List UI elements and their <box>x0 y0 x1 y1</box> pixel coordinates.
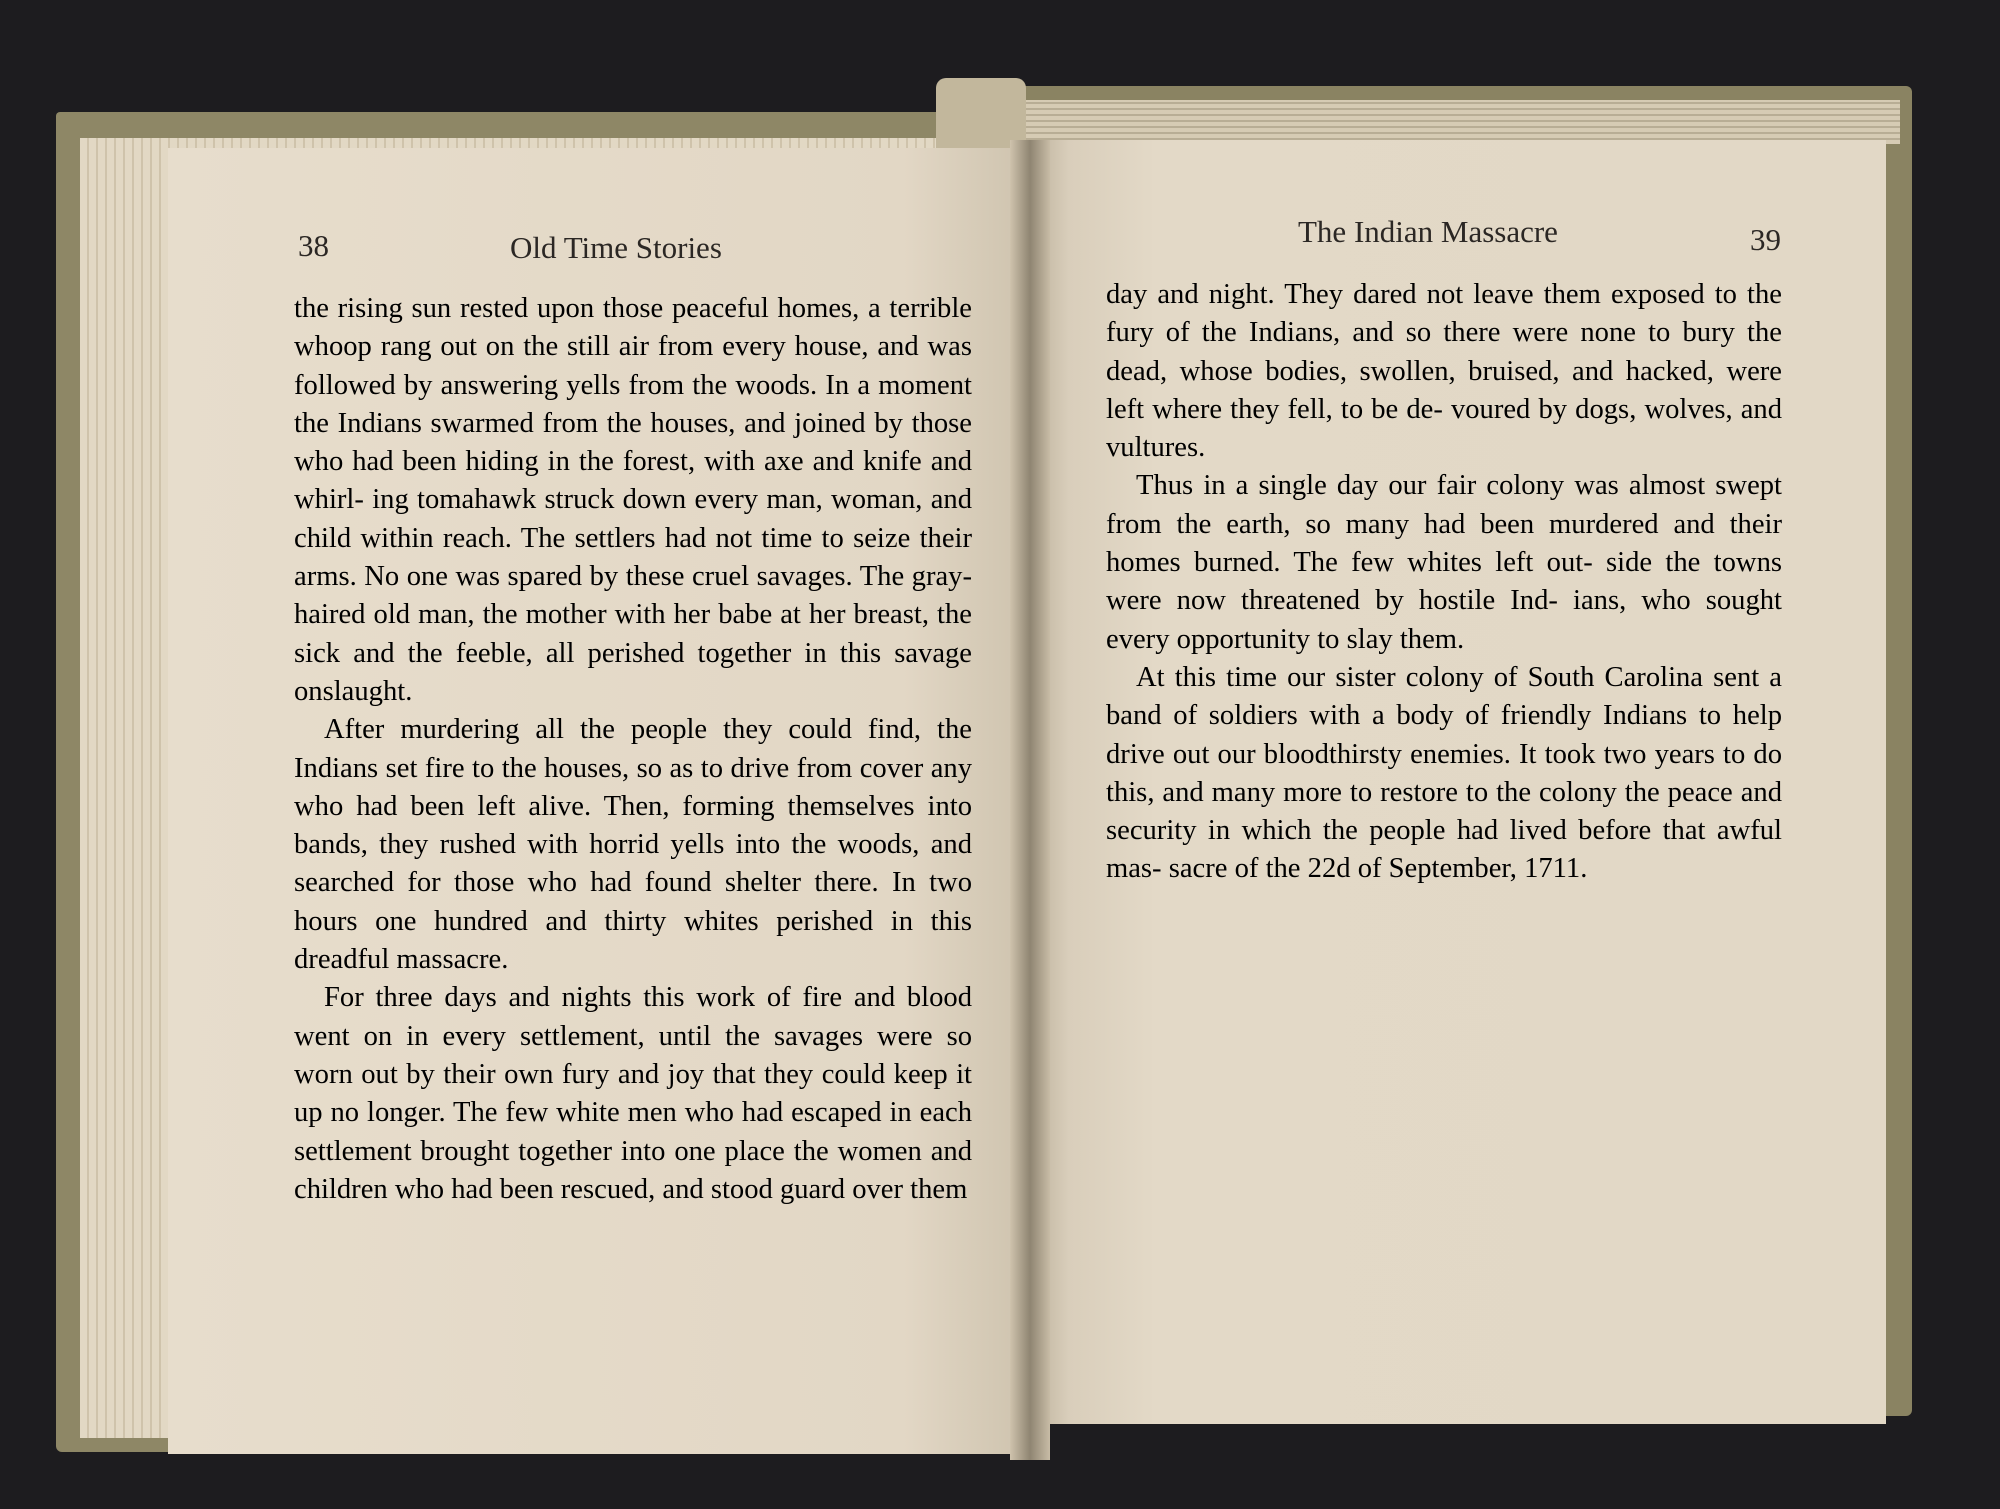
left-paragraph-3: For three days and nights this work of fire and blood went on in every settlement, until the savages were so worn out by their own fury and joy that they could keep it up no longer. The few white men who had escaped in each settlement brought together into one place the women and children who had been rescued, and stood guard over them <box>294 982 972 1205</box>
left-page-number: 38 <box>298 228 329 263</box>
right-paragraph-2: Thus in a single day our fair colony was almost swept from the earth, so many had been murdered and their homes burned. The few whites left out- side the towns were now threatened by hostile Ind- ians, who sought every opportunity to slay them. <box>1106 470 1782 655</box>
right-paragraph-1: day and night. They dared not leave them exposed to the fury of the Indians, and so there were none to bury the dead, whose bodies, swollen, bruised, and hacked, were left where they fell, to be de- voured by dogs, wolves, and vultures. <box>1106 279 1782 464</box>
book-gutter <box>1010 140 1050 1460</box>
left-running-head: Old Time Stories <box>510 230 722 265</box>
right-paragraph-3: At this time our sister colony of South Carolina sent a band of soldiers with a body of friendly Indians to help drive out our bloodthirsty enemies. It took two years to do this, and many more to restore to the colony the peace and security in which the people had lived before that awful mas- sacre of the 22d of September, 1711. <box>1106 661 1782 885</box>
right-page-body <box>1106 276 1782 889</box>
right-running-head: The Indian Massacre <box>1298 214 1558 249</box>
left-paragraph-1: the rising sun rested upon those peaceful homes, a terrible whoop rang out on the still air from every house, and was followed by answering yells from the woods. In a moment the Indians swarmed from the houses, and joined by those who had been hiding in the forest, with axe and knife and whirl- ing tomahawk struck down every man, woman, and child within reach. The settlers had not time to seize their arms. No one was spared by these cruel savages. The gray-haired old man, the mother with her babe at her breast, the sick and the feeble, all perished together in this savage onslaught. <box>294 293 972 707</box>
left-page-body <box>294 290 972 1209</box>
right-page-number: 39 <box>1750 222 1781 257</box>
spine-tear <box>936 78 1026 148</box>
left-paragraph-2: After murdering all the people they could find, the Indians set fire to the houses, so as to drive from cover any who had been left alive. Then, forming themselves into bands, they rushed with horrid yells into the woods, and searched for those who had found shelter there. In two hours one hundred and thirty whites perished in this dreadful massacre. <box>294 714 972 976</box>
page-edges-top <box>990 100 1900 144</box>
